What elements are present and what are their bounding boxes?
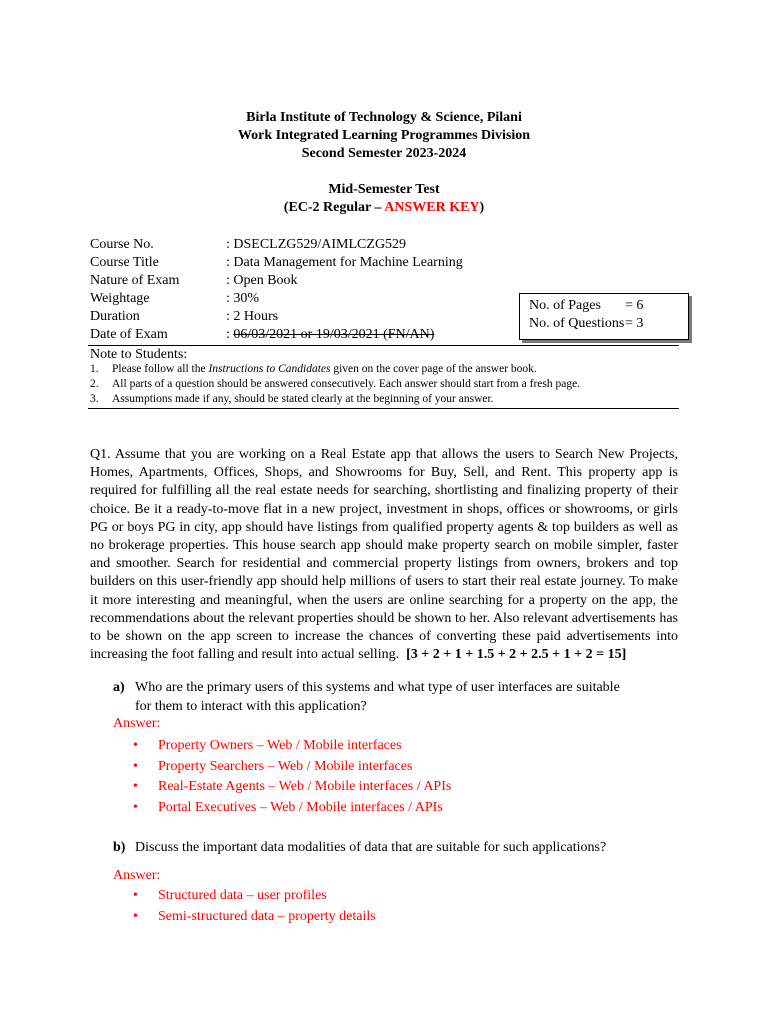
course-info [90, 236, 463, 344]
date-prefix: : [226, 327, 234, 342]
notes-list [90, 362, 580, 407]
ec-suffix: ) [479, 200, 485, 215]
part-b-answer-list [133, 886, 376, 927]
info-row-course-no [90, 236, 463, 254]
info-label: Date of Exam [90, 327, 168, 342]
info-label: Nature of Exam [90, 273, 180, 288]
pages-row [529, 297, 688, 315]
bullet-icon: • [133, 758, 138, 774]
info-label: Course Title [90, 255, 159, 270]
question-1-marks: [3 + 2 + 1 + 1.5 + 2 + 2.5 + 1 + 2 = 15] [406, 647, 627, 663]
answer-text: Portal Executives – Web / Mobile interfaces / APIs [158, 799, 443, 815]
note-number: 3. [90, 393, 99, 405]
answer-text: Property Owners – Web / Mobile interfaces [158, 738, 402, 753]
part-b-line-1: Discuss the important data modalities of data that are suitable for such applications? [135, 840, 607, 855]
info-label: Duration [90, 309, 140, 324]
institute-title: Birla Institute of Technology & Science, Pilani [246, 110, 522, 125]
info-row-nature [90, 272, 463, 290]
info-value: : 30% [226, 291, 260, 306]
part-a-line-2: for them to interact with this application? [135, 699, 367, 714]
ec-prefix: (EC-2 Regular – [283, 200, 385, 215]
note-item [90, 392, 580, 407]
info-value: : 2 Hours [226, 309, 279, 324]
answer-bullet [133, 886, 376, 907]
note-emphasis: Instructions to Candidates [208, 363, 331, 375]
questions-value: = 3 [625, 316, 644, 331]
info-row-duration [90, 308, 463, 326]
answer-bullet [133, 907, 376, 928]
info-row-date [90, 326, 463, 344]
info-value: : Data Management for Machine Learning [226, 255, 463, 270]
info-label: Course No. [90, 237, 154, 252]
answer-text: Property Searchers – Web / Mobile interfaces [158, 758, 413, 774]
questions-row [529, 315, 688, 333]
question-1 [90, 446, 678, 664]
part-a-line-1: Who are the primary users of this systems and what type of user interfaces are suitable [135, 680, 620, 695]
bullet-icon: • [133, 799, 138, 815]
notes-title: Note to Students: [90, 347, 188, 362]
info-row-weightage [90, 290, 463, 308]
note-number: 2. [90, 378, 99, 390]
bullet-icon: • [133, 888, 138, 903]
note-item [90, 362, 580, 377]
note-text: All parts of a question should be answered consecutively. Each answer should start from a fresh page. [112, 378, 581, 390]
ec-title [0, 199, 768, 217]
bullet-icon: • [133, 738, 138, 753]
bullet-icon: • [133, 908, 138, 924]
test-title: Mid-Semester Test [328, 182, 440, 197]
answer-bullet [133, 777, 451, 798]
exam-date-struck: 06/03/2021 or 19/03/2021 (FN/AN) [233, 327, 435, 342]
info-row-course-title [90, 254, 463, 272]
divider [88, 345, 679, 346]
note-text [112, 362, 537, 377]
part-a-label: a) [113, 680, 125, 695]
answer-bullet [133, 757, 451, 778]
answer-bullet [133, 798, 451, 819]
note-text: Assumptions made if any, should be stated clearly at the beginning of your answer. [112, 393, 494, 405]
division-title: Work Integrated Learning Programmes Division [237, 128, 531, 143]
answer-text: Structured data – user profiles [158, 888, 327, 903]
question-1-text: Q1. Assume that you are working on a Real Estate app that allows the users to Search New Projects, Homes, Apartments, Offices, Shops, and Showrooms for Buy, Sell, and Rent. This property app is required for fulfilling all the real estate needs for searching, shortlisting and finalizing property of their choice. Be it a ready-to-move flat in a new project, investment in shops, offices or showrooms, or girls PG or boys PG in city, app should have listings from qualified property agents & top builders as well as no brokerage properties. This house search app should make property search on mobile simpler, faster and smoother. Search for residential and commercial property listings from owners, brokers and top builders on this user-friendly app should help millions of users to start their real estate journey. To make it more interesting and meaningful, when the users are online searching for a property on the app, the recommendations about the relevant properties should be shown to her. Also relevant advertisements has to be shown on the app screen to increase the chances of converting these paid advertisements into increasing the foot falling and result into actual selling. [90, 447, 678, 663]
answer-key-label: ANSWER KEY [384, 200, 480, 215]
answer-text: Real-Estate Agents – Web / Mobile interfaces / APIs [158, 779, 452, 794]
info-value: : Open Book [226, 273, 298, 288]
divider [88, 408, 679, 409]
pages-label: No. of Pages [529, 298, 601, 313]
note-number: 1. [90, 363, 99, 375]
note-text-pre: Please follow all the [112, 363, 209, 375]
note-item [90, 377, 580, 392]
part-a-answer-label: Answer: [113, 716, 161, 731]
answer-bullet [133, 736, 451, 757]
part-a-question [113, 678, 620, 716]
bullet-icon: • [133, 779, 138, 794]
part-b-answer-label: Answer: [113, 868, 161, 883]
part-b-label: b) [113, 840, 126, 855]
pages-value: = 6 [625, 298, 644, 313]
info-label: Weightage [90, 291, 150, 306]
part-b-question [113, 838, 606, 857]
info-value: : DSECLZG529/AIMLCZG529 [226, 237, 407, 252]
info-value [226, 326, 434, 344]
note-text-post: given on the cover page of the answer book. [330, 363, 537, 375]
semester-title: Second Semester 2023-2024 [301, 146, 467, 161]
questions-label: No. of Questions [529, 316, 625, 331]
answer-text: Semi-structured data – property details [158, 908, 376, 924]
part-a-answer-list [133, 736, 451, 818]
pages-questions-box [519, 293, 689, 340]
